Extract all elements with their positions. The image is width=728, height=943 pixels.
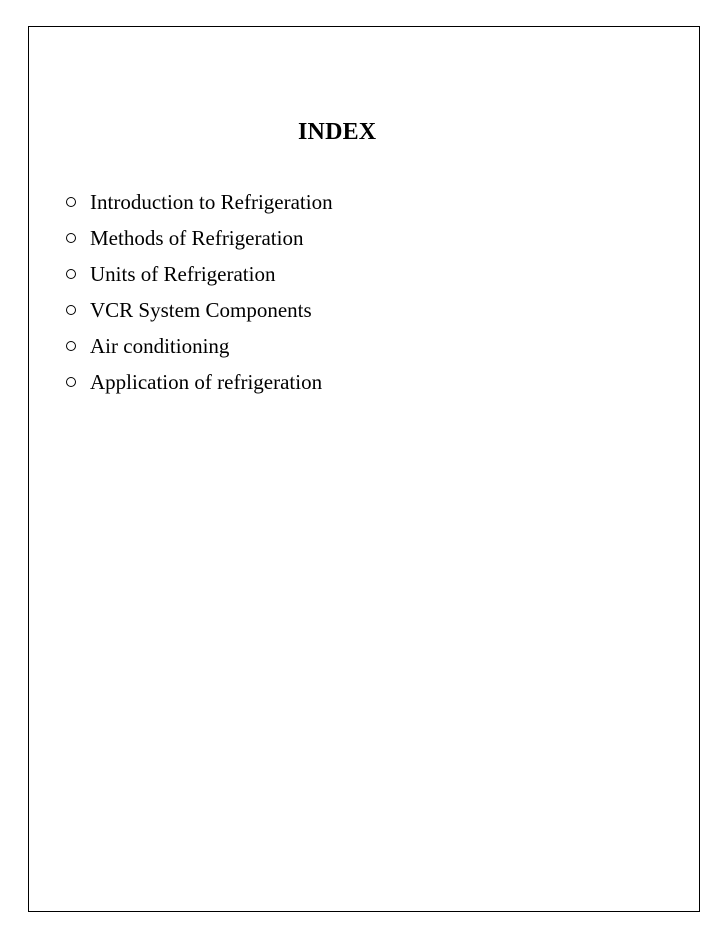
list-item-label: Units of Refrigeration	[90, 262, 276, 286]
list-item-label: Introduction to Refrigeration	[90, 190, 333, 214]
list-item	[66, 256, 333, 292]
page-title: INDEX	[298, 119, 377, 145]
bullet-icon	[66, 341, 76, 351]
list-item	[66, 292, 333, 328]
list-item	[66, 220, 333, 256]
bullet-icon	[66, 233, 76, 243]
list-item	[66, 184, 333, 220]
list-item-label: Air conditioning	[90, 334, 230, 358]
bullet-icon	[66, 269, 76, 279]
list-item-label: Methods of Refrigeration	[90, 226, 304, 250]
page-border	[28, 26, 700, 912]
list-item-label: VCR System Components	[90, 298, 312, 322]
list-item	[66, 364, 333, 400]
bullet-icon	[66, 197, 76, 207]
list-item	[66, 328, 333, 364]
list-item-label: Application of refrigeration	[90, 370, 323, 394]
bullet-icon	[66, 377, 76, 387]
index-list	[66, 184, 333, 400]
bullet-icon	[66, 305, 76, 315]
